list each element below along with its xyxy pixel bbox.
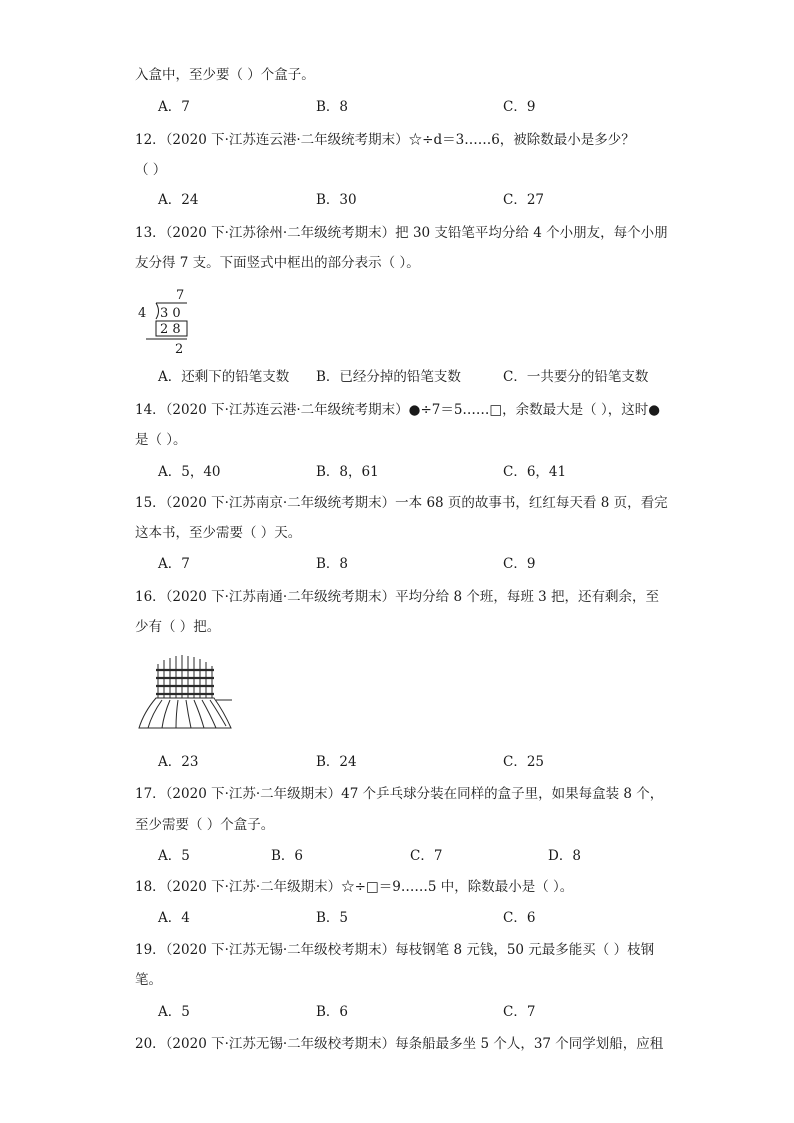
q17-option-d: D．8 <box>548 848 581 864</box>
q17-option-c: C．7 <box>410 848 443 864</box>
question-20-line-1: 20．（2020 下·江苏无锡·二年级校考期末）每条船最多坐 5 个人，37 个同学划船，应租 <box>135 1036 664 1052</box>
question-15-line-1: 15．（2020 下·江苏南京·二年级统考期末）一本 68 页的故事书，红红每天看 8 页，看完 <box>135 495 668 511</box>
division-remainder: 2 <box>175 342 184 357</box>
question-19-line-2: 笔。 <box>135 972 162 988</box>
question-16-line-1: 16．（2020 下·江苏南通·二年级统考期末）平均分给 8 个班，每班 3 把，还有剩余，至 <box>135 589 660 605</box>
division-product: 2 8 <box>160 322 181 337</box>
q11-option-a: A．7 <box>158 99 190 115</box>
question-12-line-2: （ ） <box>135 162 167 178</box>
q12-option-b: B．30 <box>316 192 357 208</box>
q11-option-c: C．9 <box>503 99 536 115</box>
question-11-line-2: 入盒中，至少要（ ）个盒子。 <box>135 67 315 83</box>
division-quotient: 7 <box>176 288 185 303</box>
q11-option-b: B．8 <box>316 99 349 115</box>
division-dividend: 3 0 <box>160 306 181 321</box>
q13-option-a: A．还剩下的铅笔支数 <box>158 369 290 385</box>
question-19-line-1: 19．（2020 下·江苏无锡·二年级校考期末）每枝钢笔 8 元钱，50 元最多能买（ ）枝钢 <box>135 942 655 958</box>
q14-option-b: B．8，61 <box>316 464 379 480</box>
q13-option-c: C．一共要分的铅笔支数 <box>503 369 649 385</box>
q13-option-b: B．已经分掉的铅笔支数 <box>316 369 461 385</box>
long-division-figure <box>135 287 205 357</box>
q19-option-c: C．7 <box>503 1004 536 1020</box>
q18-option-c: C．6 <box>503 910 536 926</box>
broom-bindings <box>156 670 214 694</box>
broom-handles <box>158 655 212 698</box>
q12-option-c: C．27 <box>503 192 545 208</box>
q18-option-b: B．5 <box>316 910 349 926</box>
q14-option-a: A．5，40 <box>158 464 221 480</box>
question-13-line-2: 友分得 7 支。下面竖式中框出的部分表示（ ）。 <box>135 255 420 271</box>
q12-option-a: A．24 <box>158 192 199 208</box>
division-divisor: 4 <box>138 306 147 321</box>
q15-option-a: A．7 <box>158 556 190 572</box>
q16-option-b: B．24 <box>316 754 357 770</box>
q16-option-a: A．23 <box>158 754 199 770</box>
question-17-line-2: 至少需要（ ）个盒子。 <box>135 817 275 833</box>
question-12-line-1: 12．（2020 下·江苏连云港·二年级统考期末）☆÷d＝3……6，被除数最小是多少？ <box>135 132 635 148</box>
q18-option-a: A．4 <box>158 910 190 926</box>
broom-bristles <box>139 698 232 728</box>
q14-option-c: C．6，41 <box>503 464 567 480</box>
q15-option-c: C．9 <box>503 556 536 572</box>
question-14-line-2: 是（ ）。 <box>135 432 187 448</box>
question-16-line-2: 少有（ ）把。 <box>135 619 221 635</box>
q17-option-b: B．6 <box>271 848 304 864</box>
question-14-line-1: 14．（2020 下·江苏连云港·二年级统考期末）●÷7＝5……□，余数最大是（ ），这时● <box>135 402 661 418</box>
question-18-line-1: 18．（2020 下·江苏·二年级期末）☆÷□＝9……5 中，除数最小是（ ）。 <box>135 879 574 895</box>
q19-option-b: B．6 <box>316 1004 349 1020</box>
q15-option-b: B．8 <box>316 556 349 572</box>
q16-option-c: C．25 <box>503 754 545 770</box>
q19-option-a: A．5 <box>158 1004 190 1020</box>
question-15-line-2: 这本书，至少需要（ ）天。 <box>135 525 302 541</box>
brooms-bundle-icon <box>136 650 236 732</box>
question-13-line-1: 13．（2020 下·江苏徐州·二年级统考期末）把 30 支铅笔平均分给 4 个小朋友，每个小朋 <box>135 225 668 241</box>
division-bracket <box>156 303 159 319</box>
q17-option-a: A．5 <box>158 848 190 864</box>
question-17-line-1: 17．（2020 下·江苏·二年级期末）47 个乒乓球分装在同样的盒子里，如果每盒装 8 个， <box>135 786 664 802</box>
